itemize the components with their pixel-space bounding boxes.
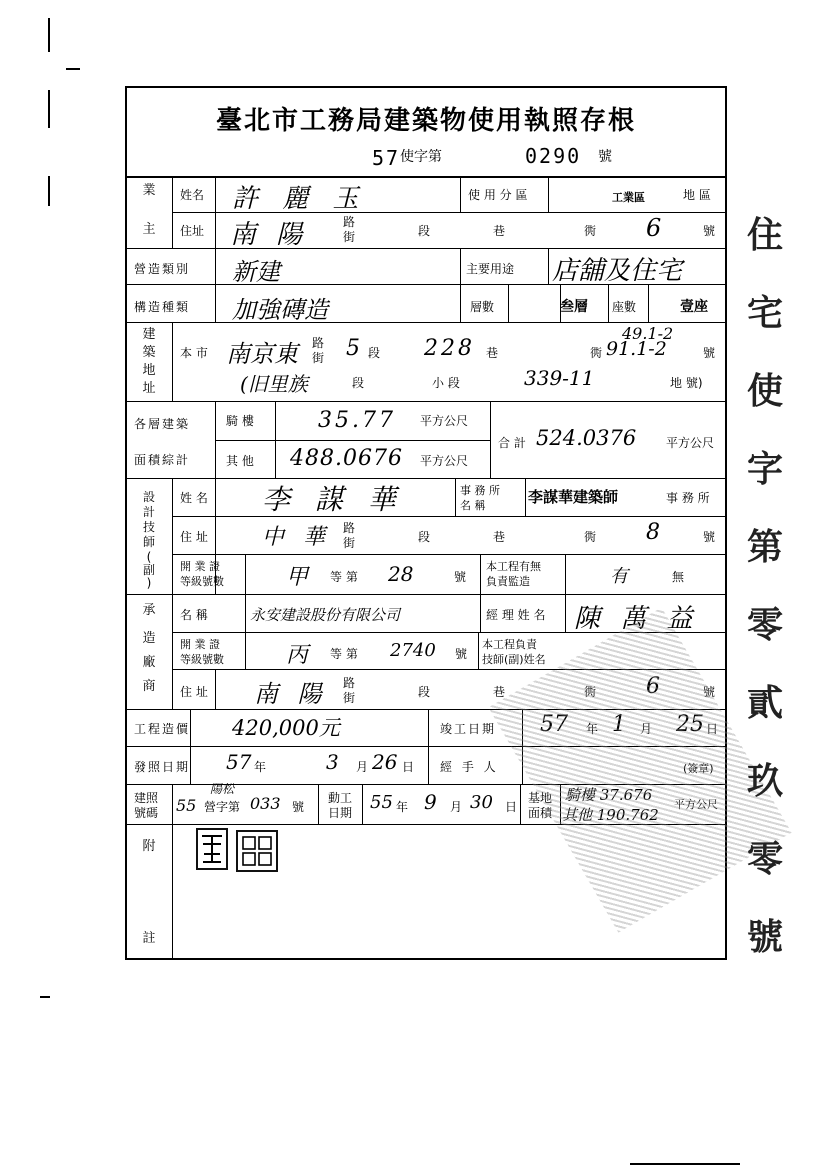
- contractor-lane-label: 巷: [493, 685, 506, 699]
- main-purpose-label: 主要用途: [466, 262, 515, 276]
- base-area-label-top: 基地: [528, 791, 553, 805]
- completion-day-label: 日: [706, 722, 719, 736]
- side-annotation-char: 零: [746, 604, 783, 646]
- contractor-label-2: 造: [142, 631, 156, 646]
- base-area-unit: 平方公尺: [674, 798, 718, 811]
- owner-section-label-2: 主: [142, 222, 156, 237]
- owner-road-label: 路: [343, 215, 356, 229]
- site-lot: 339-11: [524, 366, 595, 390]
- site-alley-label: 衖: [590, 346, 603, 360]
- start-year: 55: [370, 792, 393, 813]
- building-permit-label-top: 建照: [134, 791, 159, 805]
- designer-name-label: 姓 名: [180, 491, 208, 505]
- scan-mark: [48, 18, 50, 52]
- side-annotation-char: 號: [746, 916, 783, 958]
- building-permit-note: 陽松: [210, 782, 235, 796]
- scan-mark: [630, 1163, 740, 1165]
- completion-year: 57: [540, 712, 568, 737]
- contractor-license-number: 2740: [390, 640, 436, 661]
- site-district-unit: 段: [352, 376, 365, 390]
- contractor-label-1: 承: [142, 603, 156, 618]
- owner-alley-label: 衖: [584, 224, 597, 238]
- structure-type: 加強磚造: [232, 296, 328, 324]
- site-number-bottom: 91.1-2: [606, 338, 667, 360]
- designer-license-label-top: 開 業 證: [180, 560, 220, 573]
- site-number-label: 號: [703, 346, 716, 360]
- start-day: 30: [470, 792, 493, 813]
- remarks-label-bottom: 註: [142, 931, 156, 946]
- usage-zone-label: 使 用 分 區: [468, 188, 528, 202]
- building-permit-mid: 營字第: [204, 800, 241, 814]
- site-street-label: 街: [312, 351, 325, 365]
- construction-type-label: 營造類別: [134, 262, 191, 276]
- area-label-line1: 各層建築: [134, 417, 191, 431]
- contractor-label-3: 廠: [142, 655, 156, 670]
- owner-lane-label: 巷: [493, 224, 506, 238]
- site-section: 5: [346, 336, 360, 361]
- site-label-3: 地: [142, 363, 156, 378]
- seal-stamp-1: [196, 828, 228, 870]
- contractor-license-grade: 丙: [286, 643, 309, 668]
- site-lot-label: 地 號): [670, 376, 703, 390]
- designer-lane-label: 巷: [493, 530, 506, 544]
- engineer-label-bottom: 技師(副)姓名: [482, 653, 546, 666]
- site-number-top: 49.1-2: [622, 324, 674, 343]
- building-permit-prefix: 55: [176, 796, 197, 815]
- base-area-arcade: 騎樓 37.676: [565, 786, 653, 804]
- structure-type-label: 構造種類: [134, 300, 191, 314]
- designer-license-grade: 甲: [286, 565, 309, 590]
- contractor-license-label-top: 開 業 證: [180, 638, 220, 651]
- designer-road-label: 路: [343, 521, 356, 535]
- designer-section-unit: 段: [418, 530, 431, 544]
- owner-street-label: 街: [343, 230, 356, 244]
- site-road-label: 路: [312, 336, 325, 350]
- site-district: (旧里族: [240, 372, 308, 396]
- issue-year: 57: [226, 750, 252, 774]
- contractor-alley-label: 衖: [584, 685, 597, 699]
- issue-day-label: 日: [402, 760, 415, 774]
- manager-name: 陳 萬 益: [574, 604, 699, 634]
- designer-license-suffix: 號: [454, 570, 467, 584]
- designer-license-number: 28: [388, 562, 414, 586]
- base-area-label-bottom: 面積: [528, 806, 553, 820]
- contractor-license-mid: 等 第: [330, 647, 358, 661]
- side-annotation-char: 宅: [746, 292, 783, 334]
- issue-year-label: 年: [254, 760, 267, 774]
- side-annotation-char: 玖: [746, 760, 783, 802]
- usage-zone-suffix: 地 區: [683, 188, 711, 202]
- building-permit-number: 033: [250, 794, 281, 813]
- permit-year: 57: [372, 146, 401, 170]
- issue-month-label: 月: [356, 760, 369, 774]
- designer-label-5: (: [146, 550, 152, 564]
- owner-name-label: 姓名: [180, 188, 205, 202]
- site-subsection-label: 小 段: [432, 376, 460, 390]
- other-label: 其 他: [226, 454, 254, 468]
- remarks-label-top: 附: [142, 839, 156, 854]
- designer-address-label: 住 址: [180, 530, 208, 544]
- office-name: 李謀華建築師: [528, 488, 619, 506]
- permit-suffix: 號: [598, 149, 612, 165]
- owner-number: 6: [646, 214, 662, 242]
- other-area: 488.0676: [290, 446, 403, 471]
- contractor-number-label: 號: [703, 685, 716, 699]
- arcade-unit: 平方公尺: [420, 414, 469, 428]
- scan-mark: [40, 996, 50, 998]
- designer-street-label: 街: [343, 536, 356, 550]
- site-label-4: 址: [142, 381, 156, 396]
- arcade-label: 騎 樓: [226, 414, 254, 428]
- owner-section-unit: 段: [418, 224, 431, 238]
- contractor-road-label: 路: [343, 676, 356, 690]
- permit-number: 0290: [525, 144, 582, 168]
- building-permit-suffix: 號: [292, 800, 305, 814]
- owner-name: 許 麗 玉: [232, 184, 367, 214]
- start-day-label: 日: [505, 800, 518, 814]
- contractor-name-label: 名 稱: [180, 608, 208, 622]
- office-label-bottom: 名 稱: [460, 499, 486, 512]
- contractor-name: 永安建設股份有限公司: [250, 606, 401, 624]
- arcade-area: 35.77: [318, 408, 396, 433]
- engineer-label-top: 本工程負責: [482, 638, 537, 651]
- contractor-section-unit: 段: [418, 685, 431, 699]
- completion-month: 1: [612, 712, 626, 737]
- floors-value: 叁層: [560, 299, 588, 315]
- designer-license-label-bottom: 等級號數: [180, 575, 224, 588]
- completion-label: 竣工日期: [440, 722, 497, 736]
- designer-name: 李 謀 華: [262, 483, 404, 516]
- office-label-top: 事 務 所: [460, 484, 500, 497]
- form-title: 臺北市工務局建築物使用執照存根: [215, 106, 636, 136]
- owner-address-label: 住址: [180, 224, 205, 238]
- buildings-value: 壹座: [680, 299, 708, 315]
- site-road: 南京東: [226, 340, 298, 368]
- start-date-label-bottom: 日期: [328, 806, 353, 820]
- designer-label-3: 技: [142, 520, 155, 534]
- start-month-label: 月: [450, 800, 463, 814]
- site-label-2: 築: [142, 345, 156, 360]
- contractor-license-label-bottom: 等級號數: [180, 653, 224, 666]
- usage-zone: 工業區: [612, 191, 645, 204]
- cost-label: 工程造價: [134, 722, 191, 736]
- designer-number-label: 號: [703, 530, 716, 544]
- contractor-label-4: 商: [142, 679, 156, 694]
- floors-label: 層數: [470, 300, 495, 314]
- building-permit-label-bottom: 號碼: [134, 806, 159, 820]
- handler-label: 經 手 人: [440, 760, 499, 774]
- total-area-label: 合 計: [498, 436, 526, 450]
- cost-value: 420,000元: [232, 716, 340, 740]
- contractor-address-label: 住 址: [180, 685, 208, 699]
- completion-month-label: 月: [640, 722, 653, 736]
- contractor-address: 南 陽: [254, 680, 328, 708]
- buildings-label: 座數: [612, 300, 637, 314]
- supervisor-value: 有: [610, 566, 628, 587]
- start-year-label: 年: [396, 800, 409, 814]
- site-lane-label: 巷: [486, 346, 499, 360]
- manager-label: 經 理 姓 名: [486, 608, 546, 622]
- other-unit: 平方公尺: [420, 454, 469, 468]
- owner-section-label-1: 業: [142, 183, 156, 198]
- side-annotation-char: 字: [746, 448, 783, 490]
- area-label-line2: 面積綜計: [134, 453, 191, 467]
- office-suffix: 事 務 所: [666, 491, 710, 505]
- site-number: 228: [424, 336, 475, 361]
- owner-address-city: 南 陽: [230, 220, 309, 250]
- designer-number: 8: [646, 520, 660, 545]
- side-annotation-char: 使: [746, 370, 783, 412]
- base-area-other: 其他 190.762: [562, 806, 659, 824]
- total-area-unit: 平方公尺: [666, 436, 715, 450]
- supervisor-label-top: 本工程有無: [486, 560, 541, 573]
- main-purpose: 店舖及住宅: [552, 256, 683, 286]
- issue-date-label: 發照日期: [134, 760, 191, 774]
- designer-label-1: 設: [142, 490, 155, 504]
- owner-number-label: 號: [703, 224, 716, 238]
- completion-year-label: 年: [586, 722, 599, 736]
- seal-stamp-2: [236, 830, 278, 872]
- permit-mid-label: 使字第: [400, 149, 442, 165]
- site-label-1: 建: [142, 327, 156, 342]
- contractor-street-label: 街: [343, 691, 356, 705]
- side-annotation-char: 零: [746, 838, 783, 880]
- site-section-unit: 段: [368, 346, 381, 360]
- total-area: 524.0376: [536, 426, 637, 450]
- designer-address: 中 華: [262, 525, 331, 550]
- contractor-number: 6: [646, 674, 660, 699]
- designer-label-6: 副: [142, 563, 155, 577]
- construction-type: 新建: [232, 258, 280, 286]
- side-annotation-char: 住: [746, 214, 783, 256]
- scan-mark: [48, 176, 50, 206]
- site-city-label: 本 市: [180, 346, 208, 360]
- issue-month: 3: [326, 750, 339, 774]
- side-annotation-char: 第: [746, 526, 783, 568]
- supervisor-label-bottom: 負責監造: [486, 575, 530, 588]
- scan-mark: [66, 68, 80, 70]
- issue-day: 26: [372, 750, 398, 774]
- designer-label-4: 師: [142, 535, 155, 549]
- designer-label-2: 計: [142, 505, 155, 519]
- start-date-label-top: 動工: [328, 791, 353, 805]
- supervisor-suffix: 無: [672, 570, 685, 584]
- completion-day: 25: [676, 712, 704, 737]
- designer-license-mid: 等 第: [330, 570, 358, 584]
- sign-label: (簽章): [683, 762, 714, 775]
- side-annotation-char: 貳: [746, 682, 783, 724]
- start-month: 9: [424, 790, 437, 814]
- contractor-license-suffix: 號: [455, 647, 468, 661]
- designer-alley-label: 衖: [584, 530, 597, 544]
- side-annotation: [745, 196, 785, 1076]
- designer-label-7: ): [146, 576, 152, 590]
- scan-mark: [48, 90, 50, 128]
